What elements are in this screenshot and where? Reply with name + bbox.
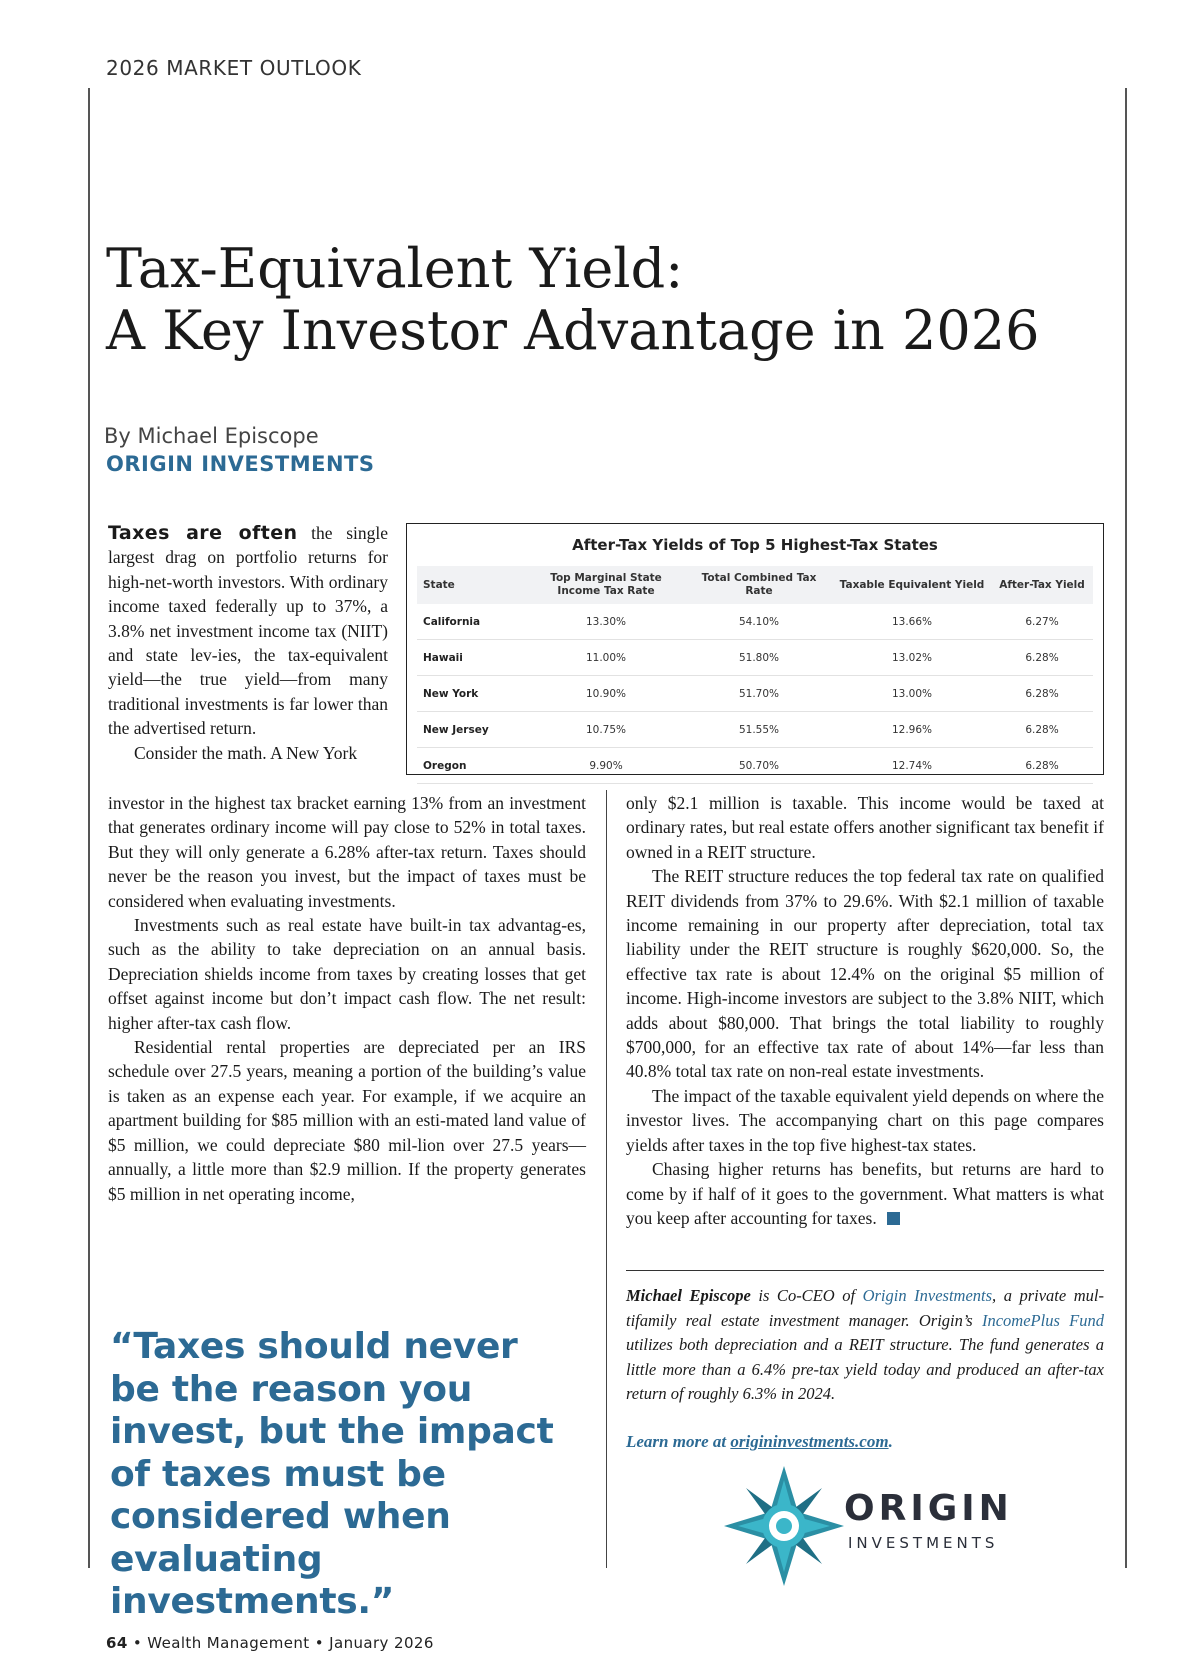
cell-marginal-rate: 11.00% — [527, 640, 685, 676]
paragraph-2-rest: investor in the highest tax bracket earning 13% from an investment that generates ordinary income will pay close to 52% in total taxes. But they will only generate a 6.28% after-tax return. Taxes should never be the reason you invest, but the impact of taxes must be considered when evaluating investments. — [108, 793, 586, 911]
cell-marginal-rate: 9.90% — [527, 748, 685, 784]
tax-yield-table — [417, 566, 1093, 784]
bio-text-2: , a private mul-tifamily real estate investment manager. Origin’s — [626, 1286, 1104, 1330]
cell-state: Oregon — [417, 748, 527, 784]
cell-equivalent-yield: 13.02% — [833, 640, 991, 676]
paragraph-6: The REIT structure reduces the top federal tax rate on qualified REIT dividends from 37% to 29.6%. With $2.1 million of taxable income remaining in our property after depreciation, total tax liability under the REIT structure is roughly $620,000. So, the effective tax rate is about 12.4% on the original $5 million of income. High-income investors are subject to the 3.8% NIIT, which adds about $80,000. That brings the total liability to roughly $700,000, for an effective tax rate of about 14%—far less than 40.8% total tax rate on non-real estate investments. — [626, 866, 1104, 1082]
cell-state: New York — [417, 676, 527, 712]
cell-after-tax-yield: 6.28% — [991, 676, 1093, 712]
byline: By Michael Episcope — [104, 424, 319, 448]
table-row — [417, 604, 1093, 640]
logo-subtitle: INVESTMENTS — [848, 1534, 999, 1552]
cell-equivalent-yield: 13.66% — [833, 604, 991, 640]
bio-divider — [626, 1270, 1104, 1271]
tax-yield-chart — [406, 523, 1104, 775]
bio-company-link[interactable]: Origin Investments — [862, 1286, 993, 1305]
cell-after-tax-yield: 6.27% — [991, 604, 1093, 640]
left-column-body — [108, 791, 586, 1206]
author-org: ORIGIN INVESTMENTS — [106, 452, 375, 476]
col-header-equivalent-yield: Taxable Equivalent Yield — [833, 566, 991, 604]
cell-marginal-rate: 10.75% — [527, 712, 685, 748]
table-row — [417, 640, 1093, 676]
right-margin-rule — [1125, 88, 1127, 1568]
author-bio — [626, 1284, 1104, 1407]
cell-state: New Jersey — [417, 712, 527, 748]
column-divider — [606, 790, 607, 1568]
title-line-1: Tax-Equivalent Yield: — [106, 237, 684, 300]
learn-more-prefix: Learn more at — [626, 1432, 731, 1451]
intro-text: the single largest drag on portfolio returns for high-net-worth investors. With ordinary income taxed federally up to 37%, a 3.8% net investment income tax (NIIT) and state lev-ies, the tax-equivalent yield—the true yield—from many traditional investments is far lower than the advertised return. — [108, 523, 389, 739]
end-mark-icon — [887, 1212, 900, 1225]
table-row — [417, 676, 1093, 712]
cell-after-tax-yield: 6.28% — [991, 712, 1093, 748]
cell-equivalent-yield: 12.74% — [833, 748, 991, 784]
bio-fund-link[interactable]: IncomePlus Fund — [981, 1310, 1104, 1330]
origin-star-icon — [724, 1466, 844, 1586]
cell-after-tax-yield: 6.28% — [991, 640, 1093, 676]
cell-equivalent-yield: 12.96% — [833, 712, 991, 748]
cell-marginal-rate: 10.90% — [527, 676, 685, 712]
learn-more-suffix: . — [888, 1432, 893, 1451]
col-header-state: State — [417, 566, 527, 604]
table-row — [417, 712, 1093, 748]
chart-title: After-Tax Yields of Top 5 Highest-Tax States — [572, 536, 938, 554]
paragraph-7: The impact of the taxable equivalent yield depends on where the investor lives. The accompanying chart on this page compares yields after taxes in the top five highest-tax states. — [626, 1085, 1104, 1155]
page-footer — [106, 1634, 434, 1652]
cell-state: Hawaii — [417, 640, 527, 676]
article-title — [106, 238, 1106, 362]
cell-equivalent-yield: 13.00% — [833, 676, 991, 712]
paragraph-3: Investments such as real estate have built-in tax advantag-es, such as the ability to take depreciation on an annual basis. Depreciation shields income from taxes by creating losses that get offset against income but don’t impact cash flow. The net result: higher after-tax cash flow. — [108, 915, 586, 1033]
cell-combined-rate: 50.70% — [685, 748, 833, 784]
bio-name: Michael Episcope — [626, 1286, 751, 1305]
paragraph-2-start: Consider the math. A New York — [134, 742, 358, 763]
table-row — [417, 748, 1093, 784]
table-header-row — [417, 566, 1093, 604]
col-header-marginal-rate: Top Marginal State Income Tax Rate — [527, 566, 685, 604]
paragraph-4: Residential rental properties are depreciated per an IRS schedule over 27.5 years, meaning a portion of the building’s value is taken as an expense each year. For example, if we acquire an apartment building for $85 million with an esti-mated land value of $5 million, we could depreciate $80 mil-lion over 27.5 years—annually, a little more than $2.9 million. If the property generates $5 million in net operating income, — [108, 1037, 586, 1204]
footer-publication: • Wealth Management • January 2026 — [127, 1634, 434, 1652]
section-label: 2026 MARKET OUTLOOK — [106, 56, 362, 80]
col-header-combined-rate: Total Combined Tax Rate — [685, 566, 833, 604]
cell-after-tax-yield: 6.28% — [991, 748, 1093, 784]
title-line-2: A Key Investor Advantage in 2026 — [106, 299, 1040, 362]
cell-combined-rate: 51.55% — [685, 712, 833, 748]
cell-state: California — [417, 604, 527, 640]
col-header-after-tax-yield: After-Tax Yield — [991, 566, 1093, 604]
intro-paragraph — [108, 521, 388, 765]
paragraph-8: Chasing higher returns has benefits, but returns are hard to come by if half of it goes to the government. What matters is what you keep after accounting for taxes. — [626, 1159, 1104, 1228]
paragraph-5-continued: only $2.1 million is taxable. This income would be taxed at ordinary rates, but real estate offers another significant tax benefit if owned in a REIT structure. — [626, 793, 1104, 862]
right-column-body — [626, 791, 1104, 1230]
learn-more — [626, 1432, 893, 1452]
left-margin-rule — [88, 88, 90, 1568]
page-number: 64 — [106, 1634, 128, 1652]
cell-combined-rate: 54.10% — [685, 604, 833, 640]
lead-in: Taxes are often — [108, 522, 298, 544]
pull-quote: “Taxes should never be the reason you invest, but the impact of taxes must be considered when evaluating investments.” — [110, 1326, 554, 1622]
bio-text-3: utilizes both depreciation and a REIT structure. The fund generates a little more than a 6.4% pre-tax yield today and produced an after-tax return of roughly 6.3% in 2024. — [626, 1335, 1104, 1403]
bio-text-1: is Co-CEO of — [750, 1286, 863, 1305]
cell-combined-rate: 51.70% — [685, 676, 833, 712]
website-link[interactable]: origininvestments.com — [730, 1432, 889, 1451]
cell-combined-rate: 51.80% — [685, 640, 833, 676]
logo-wordmark: ORIGIN — [844, 1488, 1013, 1529]
cell-marginal-rate: 13.30% — [527, 604, 685, 640]
